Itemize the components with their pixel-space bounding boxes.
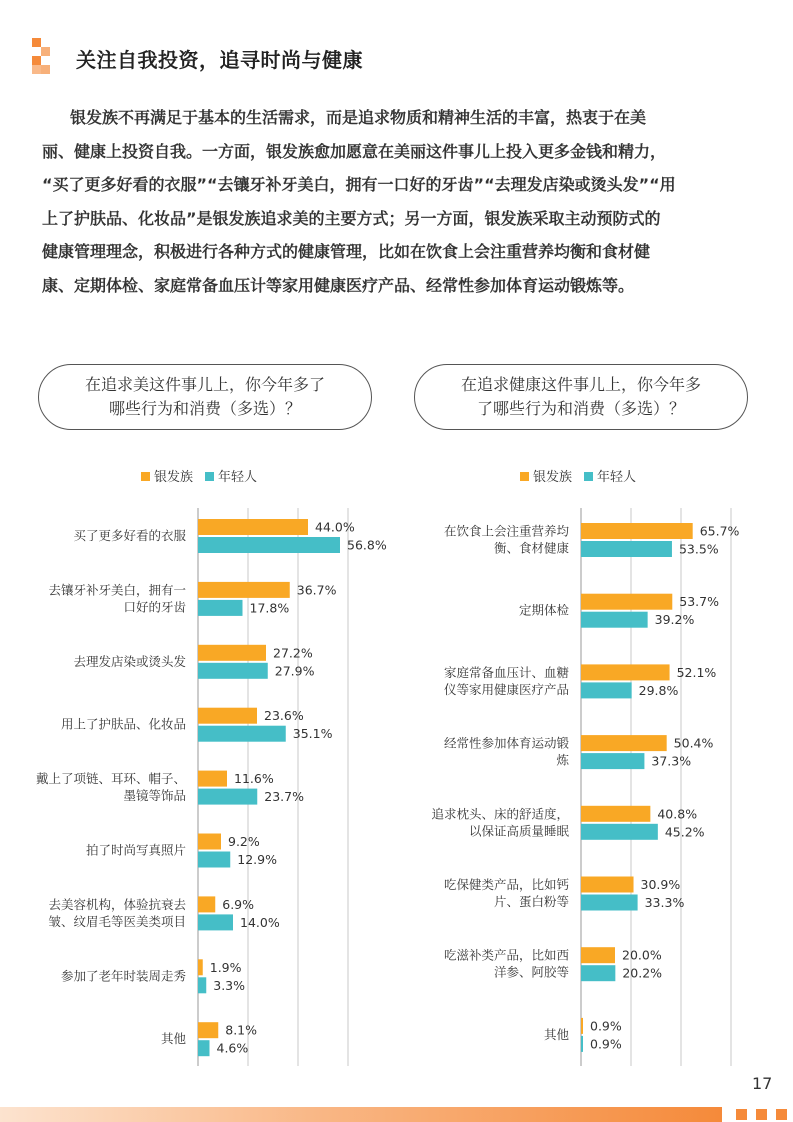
footer-gradient-bar [0,1107,722,1122]
category-label: 经常性参加体育运动锻 [443,735,569,751]
category-label: 家庭常备血压计、血糖 [443,664,569,680]
category-label: 衡、食材健康 [493,540,569,556]
legend-label: 银发族 [154,470,194,485]
bar-silver [198,896,215,912]
bar-silver [198,834,221,850]
data-label: 50.4% [673,735,714,751]
bar-silver [581,806,650,822]
question-line: 在追求健康这件事儿上，你今年多 [460,375,701,394]
paragraph-line: 健康管理理念，积极进行各种方式的健康管理，比如在饮食上会注重营养均衡和食材健 [42,242,651,261]
data-label: 33.3% [644,895,685,910]
bar-young [198,789,257,805]
category-label: 去理发店染或烫头发 [73,653,186,669]
category-label: 其他 [160,1031,186,1047]
category-label: 仪等家用健康医疗产品 [443,681,569,697]
data-label: 20.2% [622,965,663,981]
bar-young [581,895,638,911]
bar-young [581,965,615,981]
bar-young [198,726,286,742]
data-label: 29.8% [638,682,679,698]
data-label: 8.1% [225,1022,258,1038]
category-label: 吃保健类产品，比如钙 [443,877,569,892]
bar-silver [581,594,672,610]
bar-silver [198,1022,218,1038]
legend-swatch [141,472,150,481]
bar-silver [581,523,693,539]
bar-young [581,682,632,698]
paragraph-line: 康、定期体检、家庭常备血压计等家用健康医疗产品、经常性参加体育运动锻炼等。 [42,275,635,295]
footer-square [776,1109,787,1120]
page-title: 关注自我投资，追寻时尚与健康 [76,48,363,72]
legend-label: 年轻人 [597,470,637,485]
category-label: 在饮食上会注重营养均 [443,523,569,539]
data-label: 53.5% [678,541,719,557]
category-label: 吃滋补类产品，比如西 [443,947,569,963]
bar-young [581,612,648,628]
bar-silver [581,735,667,751]
category-label: 参加了老年时装周走秀 [60,968,186,984]
category-label: 以保证高质量睡眠 [468,823,569,839]
bar-young [198,537,340,553]
bar-silver [581,664,670,680]
bar-young [198,600,243,616]
bar-young [198,1040,210,1056]
data-label: 3.3% [213,977,246,993]
bar-young [198,852,230,868]
category-label: 戴上了项链、耳环、帽子、 [35,771,186,787]
bar-young [198,663,268,679]
category-label: 片、蛋白粉等 [493,894,569,909]
category-label: 用上了护肤品、化妆品 [60,716,186,732]
data-label: 17.8% [249,600,290,616]
data-label: 65.7% [699,523,740,539]
category-label: 皱、纹眉毛等医美类项目 [48,913,186,929]
data-label: 37.3% [651,753,692,769]
paragraph-line: 上了护肤品、化妆品”是银发族追求美的主要方式；另一方面，银发族采取主动预防式的 [42,208,661,228]
legend-label: 年轻人 [218,470,258,485]
data-label: 35.1% [292,726,333,742]
paragraph-line: 丽、健康上投资自我。一方面，银发族愈加愿意在美丽这件事儿上投入更多金钱和精力， [42,141,667,161]
data-label: 53.7% [679,594,720,610]
bar-silver [581,877,634,893]
data-label: 56.8% [347,537,387,553]
question-line: 在追求美这件事儿上，你今年多了 [84,375,325,394]
category-label: 墨镜等饰品 [123,788,186,804]
category-label: 拍了时尚写真照片 [85,842,186,858]
bar-young [198,914,233,930]
question-line: 哪些行为和消费（多选）？ [108,399,301,418]
data-label: 23.6% [264,708,304,724]
question-line: 了哪些行为和消费（多选）？ [476,399,685,418]
bar-silver [198,959,203,975]
data-label: 40.8% [657,806,698,822]
data-label: 39.2% [654,612,695,628]
data-label: 30.9% [640,877,681,892]
bar-young [581,541,672,557]
legend-label: 银发族 [533,470,573,485]
legend-swatch [520,472,529,481]
category-label: 其他 [543,1026,569,1042]
bar-silver [198,708,257,724]
category-label: 洋参、阿胶等 [493,964,569,980]
footer-square [736,1109,747,1120]
category-label: 追求枕头、床的舒适度， [431,806,569,822]
footer-square [756,1109,767,1120]
data-label: 0.9% [590,1036,622,1052]
category-label: 定期体检 [518,602,569,618]
data-label: 9.2% [228,834,260,849]
bar-young [198,977,206,993]
data-label: 20.0% [622,947,662,963]
data-label: 23.7% [264,789,304,805]
page-number: 17 [752,1074,773,1093]
data-label: 44.0% [315,519,355,535]
data-label: 11.6% [234,771,274,787]
data-label: 27.2% [273,645,313,661]
data-label: 6.9% [222,896,255,912]
bar-young [581,824,658,840]
paragraph-line: 银发族不再满足于基本的生活需求，而是追求物质和精神生活的丰富，热衷于在美 [70,108,647,127]
category-label: 去镶牙补牙美白，拥有一 [48,582,186,598]
bar-silver [198,582,290,598]
data-label: 0.9% [590,1018,622,1034]
data-label: 27.9% [274,663,315,679]
bar-silver [198,645,266,661]
bar-young [581,753,644,769]
legend-swatch [584,472,593,481]
category-label: 买了更多好看的衣服 [73,528,186,543]
bar-silver [198,519,308,535]
data-label: 14.0% [240,914,280,930]
paragraph-line: “买了更多好看的衣服”“去镶牙补牙美白，拥有一口好的牙齿”“去理发店染或烫头发”“用 [42,175,676,194]
data-label: 52.1% [676,664,717,680]
data-label: 12.9% [237,852,277,867]
category-label: 去美容机构，体验抗衰去 [48,896,186,912]
bar-silver [581,1018,583,1034]
category-label: 口好的牙齿 [123,599,186,615]
bar-young [581,1036,583,1052]
data-label: 36.7% [296,582,337,598]
data-label: 1.9% [209,959,242,975]
data-label: 45.2% [664,824,705,840]
category-label: 炼 [556,752,569,768]
data-label: 4.6% [216,1040,249,1056]
bar-silver [198,771,227,787]
legend-swatch [205,472,214,481]
bar-silver [581,947,615,963]
